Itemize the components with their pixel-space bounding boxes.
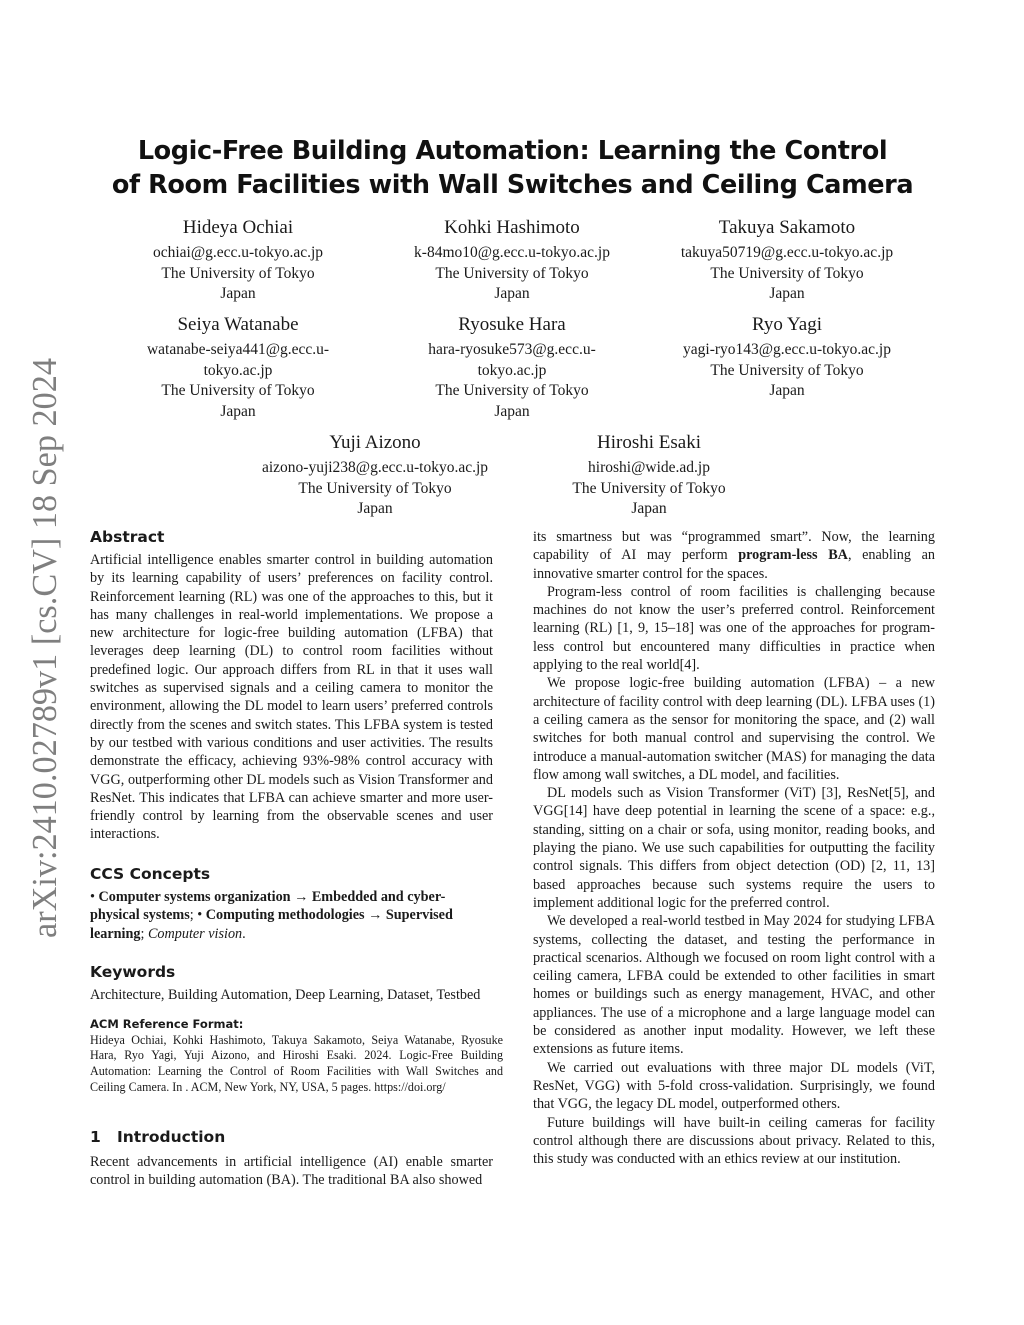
author-name: Hideya Ochiai: [182, 217, 294, 238]
author-email[interactable]: aizono-yuji238@g.ecc.u-tokyo.ac.jp: [261, 459, 489, 476]
abstract-heading: Abstract: [90, 528, 165, 546]
author-email[interactable]: ochiai@g.ecc.u-tokyo.ac.jp: [152, 244, 324, 261]
author-email[interactable]: hiroshi@wide.ad.jp: [588, 459, 710, 476]
author-affiliation: The University of Tokyo: [161, 264, 315, 282]
body-paragraph: We carried out evaluations with three major DL models (ViT, ResNet, VGG) with 5-fold cross-validation. Surprisingly, we found that VGG, the legacy DL model, outperformed others.: [533, 1059, 935, 1113]
ccs-concepts: [90, 888, 493, 943]
author-name: Yuji Aizono: [329, 432, 421, 453]
body-paragraph: [533, 528, 935, 583]
ccs-concept-3: Computing methodologies: [205, 907, 365, 924]
body-paragraph: We developed a real-world testbed in May 2024 for studying LFBA systems, collecting the dataset, and testing the performance in practical scenarios. Although we focused on room light control with a ceiling camera, LFBA could be extended to other facilities in smart homes or buildings such as energy management, HVAC, and other appliances. The use of a microphone and a large language model can be considered as another input modality. However, we left these extensions as future items.: [533, 913, 935, 1058]
ccs-arrow: →: [364, 907, 386, 924]
acm-reference: [90, 1017, 503, 1096]
body-paragraph: We propose logic-free building automation (LFBA) – a new architecture of facility control with deep learning (DL). LFBA uses (1) a ceiling camera as the sensor for monitoring the space, and (2) wall switches for both manual control and supervising the control. We introduce a manual-automation switcher (MAS) for managing the data flow among wall switches, a DL model, and facilities.: [533, 675, 935, 783]
introduction-body: [90, 1153, 493, 1190]
author-email-line-1[interactable]: hara-ryosuke573@g.ecc.u-: [428, 341, 596, 358]
author-block: [103, 312, 373, 422]
emphasis-text: program-less BA: [738, 547, 848, 564]
author-country: Japan: [220, 402, 256, 420]
author-affiliation: The University of Tokyo: [710, 361, 864, 379]
author-name: Seiya Watanabe: [177, 314, 299, 335]
arxiv-identifier: arXiv:2410.02789v1 [cs.CV] 18 Sep 2024: [25, 355, 64, 938]
author-block: [652, 215, 922, 305]
ccs-bullet: •: [90, 889, 99, 905]
author-name: Ryosuke Hara: [458, 314, 566, 335]
right-column: [533, 528, 935, 1168]
author-block: [103, 215, 373, 305]
author-country: Japan: [220, 285, 256, 302]
paper-title-line-2: of Room Facilities with Wall Switches and Ceiling Camera: [111, 170, 914, 200]
paragraph-text: , enabling an innovative smarter control for the spaces.: [533, 547, 935, 582]
ccs-arrow: →: [290, 889, 312, 905]
author-block: [652, 312, 922, 402]
introduction-paragraph: Recent advancements in artificial intelligence (AI) enable smarter control in building automation (BA). The traditional BA also showed: [90, 1154, 493, 1189]
ccs-concept-4: Supervised learning: [90, 907, 453, 942]
section-number: 1: [90, 1128, 101, 1146]
author-block: [377, 215, 647, 305]
author-country: Japan: [494, 402, 530, 420]
paragraph-text: its smartness but was “programmed smart”. Now, the learning capability of AI may perform: [533, 529, 935, 564]
author-affiliation: The University of Tokyo: [435, 382, 589, 399]
author-email-line-1[interactable]: watanabe-seiya441@g.ecc.u-: [146, 341, 330, 358]
author-affiliation: The University of Tokyo: [435, 264, 589, 282]
paper-title-line-1: Logic-Free Building Automation: Learning the Control: [137, 136, 888, 166]
author-country: Japan: [769, 382, 805, 399]
author-name: Kohki Hashimoto: [444, 217, 580, 238]
author-email[interactable]: takuya50719@g.ecc.u-tokyo.ac.jp: [680, 244, 894, 261]
ccs-heading: CCS Concepts: [90, 865, 211, 883]
author-country: Japan: [631, 500, 667, 517]
author-block: [240, 430, 510, 520]
author-name: Takuya Sakamoto: [718, 217, 856, 238]
author-block: [514, 430, 784, 520]
body-paragraph: DL models such as Vision Transformer (ViT) [3], ResNet[5], and VGG[14] have deep potential in learning the scene of a space: e.g., standing, sitting on a chair or sofa, using monitor, reading books, and playing the piano. We use such capabilities for outputting the facility control signals. This differs from object detection (OD) [2, 11, 13] based approaches because such systems require the users to implement additional logic for the preferred control.: [533, 785, 935, 911]
acm-reference-text: Hideya Ochiai, Kohki Hashimoto, Takuya Sakamoto, Seiya Watanabe, Ryosuke Hara, Ryo Yagi, Yuji Aizono, and Hiroshi Esaki. 2024. Logic-Free Building Automation: Learning the Control of Room Facilities with Wall Switches and Ceiling Camera. In . ACM, New York, NY, USA, 5 pages. https://doi.org/: [90, 1032, 503, 1094]
author-country: Japan: [494, 285, 530, 302]
author-affiliation: The University of Tokyo: [572, 479, 726, 497]
author-affiliation: The University of Tokyo: [298, 479, 452, 497]
author-country: Japan: [769, 285, 805, 302]
author-affiliation: The University of Tokyo: [710, 264, 864, 282]
author-email[interactable]: yagi-ryo143@g.ecc.u-tokyo.ac.jp: [683, 341, 891, 358]
author-email-line-2[interactable]: tokyo.ac.jp: [477, 361, 547, 379]
author-name: Hiroshi Esaki: [597, 432, 701, 453]
keywords-heading: Keywords: [90, 963, 176, 981]
author-block: [377, 312, 647, 422]
author-country: Japan: [357, 500, 393, 517]
paper-title: [90, 134, 935, 202]
ccs-separator: ; •: [189, 907, 206, 924]
ccs-end: .: [242, 925, 246, 942]
body-paragraph: Program-less control of room facilities is challenging because machines do not know the user’s preferred control. Reinforcement learning (RL) [1, 9, 15–18] was one of the approaches for program-less control but encountered many difficulties in practice when applying to the real world[4].: [533, 583, 935, 674]
arxiv-side-stamp: [8, 355, 68, 940]
author-affiliation: The University of Tokyo: [161, 382, 315, 399]
ccs-concept-1: Computer systems organization: [98, 889, 291, 905]
ccs-concept-2: Embedded and cyber-physical systems: [90, 889, 446, 924]
author-email-line-2[interactable]: tokyo.ac.jp: [203, 361, 273, 379]
acm-reference-heading: ACM Reference Format:: [90, 1017, 244, 1031]
abstract-text: Artificial intelligence enables smarter control in building automation by its learning capability of users’ preferences on facility control. Reinforcement learning (RL) was one of the approaches to this, but it has many challenges in real-world implementations. We propose a new architecture for logic-free building automation (LFBA) that leverages deep learning (DL) to control room facilities without predefined logic. Our approach differs from RL in that it uses wall switches as supervised signals and a ceiling camera to monitor the environment, allowing the DL model to learn users’ preferred controls directly from the scenes and switch states. This LFBA system is tested by our testbed with various conditions and user activities. The results demonstrate the efficacy, achieving 93%-98% control accuracy with VGG, outperforming other DL models such as Vision Transformer and ResNet. This indicates that LFBA can achieve smarter and more user-friendly control by learning from the observable scenes and user interactions.: [90, 552, 493, 843]
author-email[interactable]: k-84mo10@g.ecc.u-tokyo.ac.jp: [414, 244, 610, 261]
body-paragraph: Future buildings will have built-in ceiling cameras for facility control although there are discussions about privacy. Related to this, this study was conducted with an ethics review at our institution.: [533, 1114, 935, 1168]
introduction-heading: [90, 1127, 225, 1147]
ccs-separator: ;: [140, 925, 148, 942]
ccs-concept-5: Computer vision: [147, 925, 243, 942]
keywords-list: Architecture, Building Automation, Deep Learning, Dataset, Testbed: [90, 987, 481, 1003]
author-name: Ryo Yagi: [752, 314, 822, 335]
abstract-body: [90, 551, 493, 844]
section-title: Introduction: [117, 1128, 226, 1146]
